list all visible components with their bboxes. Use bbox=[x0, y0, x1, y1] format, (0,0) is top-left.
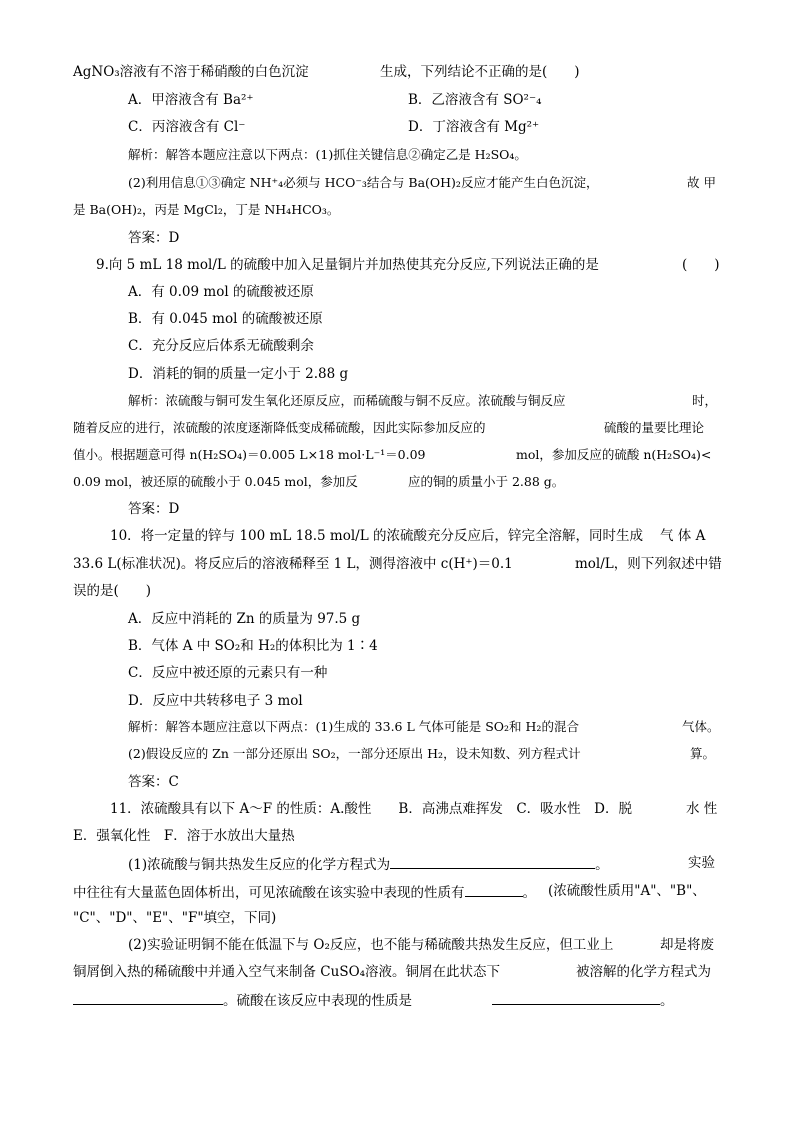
question10-option-b: B．气体 A 中 SO₂和 H₂的体积比为 1∶4 bbox=[128, 638, 378, 654]
question11-part2-line-end: 却是将废 bbox=[660, 937, 714, 953]
question11-part1-note: (浓硫酸性质用"A"、"B"、 bbox=[548, 883, 706, 899]
question10-answer: 答案：C bbox=[128, 774, 179, 790]
question8-option-b: B．乙溶液含有 SO²⁻₄ bbox=[408, 92, 542, 108]
question11-part1-line-end: 实验 bbox=[688, 855, 715, 871]
question11-part1-note: "C"、"D"、"E"、"F"填空，下同) bbox=[73, 910, 277, 926]
question10-option-a: A．反应中消耗的 Zn 的质量为 97.5 g bbox=[128, 611, 361, 627]
question9-explanation-line: 解析：浓硫酸与铜可发生氧化还原反应，而稀硫酸与铜不反应。浓硫酸与铜反应 bbox=[128, 393, 566, 408]
question11-part1-line bbox=[128, 854, 609, 874]
question11-part2-text: 。硫酸在该反应中表现的性质是 bbox=[223, 993, 412, 1009]
question8-stem-line: AgNO₃溶液有不溶于稀硝酸的白色沉淀 bbox=[73, 64, 309, 80]
question11-part1-line bbox=[73, 882, 536, 902]
question11-part2-line: 铜屑倒入热的稀硫酸中并通入空气来制备 CuSO₄溶液。铜屑在此状态下 bbox=[73, 964, 501, 980]
question10-stem-line-end: mol/L，则下列叙述中错 bbox=[575, 556, 722, 572]
period: 。 bbox=[660, 993, 674, 1009]
question11-part2-line bbox=[73, 990, 412, 1010]
period: 。 bbox=[522, 885, 536, 901]
question9-explanation-line: 随着反应的进行，浓硫酸的浓度逐渐降低变成稀硫酸，因此实际参加反应的 bbox=[73, 420, 486, 435]
question11-stem-line: E．强氧化性 F．溶于水放出大量热 bbox=[73, 828, 295, 844]
question10-explanation-line: 解析：解答本题应注意以下两点：(1)生成的 33.6 L 气体可能是 SO₂和 H₂的混合 bbox=[128, 719, 579, 734]
question10-explanation-line: (2)假设反应的 Zn 一部分还原出 SO₂，一部分还原出 H₂，设未知数、列方程式计 bbox=[128, 746, 581, 761]
question8-explanation-line: (2)利用信息①③确定 NH⁺₄必须与 HCO⁻₃结合与 Ba(OH)₂反应才能产生白色沉淀， bbox=[128, 175, 599, 190]
question9-stem: 9.向 5 mL 18 mol/L 的硫酸中加入足量铜片并加热使其充分反应,下列说法正确的是 bbox=[96, 257, 599, 273]
question9-explanation-line-end: 时， bbox=[692, 393, 718, 408]
question10-stem-line: 33.6 L(标准状况)。将反应后的溶液稀释至 1 L，测得溶液中 c(H⁺)＝0.1 bbox=[73, 556, 513, 572]
question9-answer-paren: ( ) bbox=[682, 257, 720, 273]
answer-blank[interactable] bbox=[73, 990, 223, 1005]
question11-part2-line-end: 被溶解的化学方程式为 bbox=[576, 964, 711, 980]
question8-stem-line-end: 生成，下列结论不正确的是( ) bbox=[380, 64, 580, 80]
period: 。 bbox=[595, 857, 609, 873]
question9-option-b: B．有 0.045 mol 的硫酸被还原 bbox=[128, 311, 323, 327]
answer-blank[interactable] bbox=[390, 854, 595, 869]
question9-explanation-line: 0.09 mol，被还原的硫酸小于 0.045 mol，参加反 bbox=[73, 474, 358, 489]
question8-explanation-line: 解析：解答本题应注意以下两点：(1)抓住关键信息②确定乙是 H₂SO₄。 bbox=[128, 147, 527, 162]
question11-stem-line: 11．浓硫酸具有以下 A～F 的性质：A.酸性 B．高沸点难挥发 C．吸水性 D．脱 bbox=[110, 801, 632, 817]
question8-explanation-line-end: 故 甲 bbox=[687, 175, 716, 190]
question10-stem-line-end: 气 体 A bbox=[660, 528, 706, 544]
answer-blank[interactable] bbox=[465, 882, 523, 897]
question9-explanation-line-end: 应的铜的质量小于 2.88 g。 bbox=[408, 474, 565, 489]
question9-option-a: A．有 0.09 mol 的硫酸被还原 bbox=[128, 284, 314, 300]
question9-explanation-line: 值小。根据题意可得 n(H₂SO₄)＝0.005 L×18 mol·L⁻¹＝0.09 bbox=[73, 447, 426, 462]
question11-part2-line: (2)实验证明铜不能在低温下与 O₂反应，也不能与稀硫酸共热发生反应，但工业上 bbox=[128, 937, 614, 953]
question11-part1-text: (1)浓硫酸与铜共热发生反应的化学方程式为 bbox=[128, 857, 391, 873]
question10-option-d: D．反应中共转移电子 3 mol bbox=[128, 693, 303, 709]
question9-option-d: D．消耗的铜的质量一定小于 2.88 g bbox=[128, 366, 349, 382]
question11-stem-line-end: 水 性 bbox=[686, 801, 718, 817]
question8-explanation-line: 是 Ba(OH)₂，丙是 MgCl₂，丁是 NH₄HCO₃。 bbox=[73, 202, 340, 217]
question8-option-d: D．丁溶液含有 Mg²⁺ bbox=[408, 119, 540, 135]
question8-option-a: A．甲溶液含有 Ba²⁺ bbox=[128, 92, 254, 108]
question9-explanation-line-end: mol，参加反应的硫酸 n(H₂SO₄)< bbox=[516, 447, 712, 462]
question8-answer: 答案：D bbox=[128, 230, 180, 246]
question10-stem-line: 误的是( ) bbox=[73, 583, 152, 599]
question11-part2-line-end bbox=[492, 990, 674, 1010]
question10-option-c: C．反应中被还原的元素只有一种 bbox=[128, 665, 328, 681]
question9-explanation-line-end: 硫酸的量要比理论 bbox=[604, 420, 705, 435]
question9-option-c: C．充分反应后体系无硫酸剩余 bbox=[128, 338, 314, 354]
question10-stem-line: 10．将一定量的锌与 100 mL 18.5 mol/L 的浓硫酸充分反应后，锌完全溶解，同时生成 bbox=[110, 528, 643, 544]
question8-option-c: C．丙溶液含有 Cl⁻ bbox=[128, 119, 246, 135]
answer-blank[interactable] bbox=[492, 990, 660, 1005]
question10-explanation-line-end: 气体。 bbox=[682, 719, 720, 734]
question9-answer: 答案：D bbox=[128, 501, 180, 517]
question11-part1-text: 中往往有大量蓝色固体析出，可见浓硫酸在该实验中表现的性质有 bbox=[73, 885, 465, 901]
question10-explanation-line-end: 算。 bbox=[690, 746, 716, 761]
